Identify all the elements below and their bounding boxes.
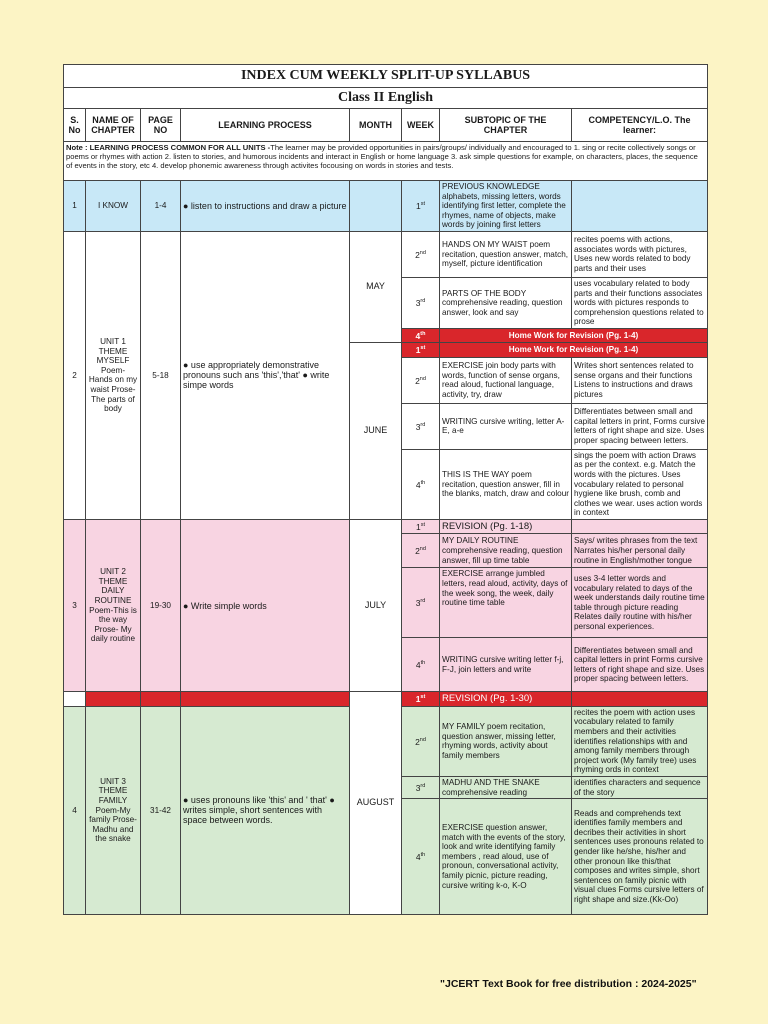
page-subtitle: Class II English <box>64 88 708 109</box>
unit2-sno: 2 <box>64 231 86 519</box>
unit1-month-blank <box>350 181 402 232</box>
note-text: The learner may be provided opportunities in pairs/groups/ individually and encouraged to 1. sing or recite collectively songs or poems or rhymes with action 2. listen to stories, and humorous incidents and interact in English or home language 3. ask simple questions for example, on characters, places, the sequence of events in the story, etc 4. develop phonemic awareness through activites focousing on words in stories and tests. <box>66 143 698 170</box>
week-cell: 3rd <box>402 277 440 328</box>
week-cell: 4th <box>402 328 440 342</box>
blank-cell <box>64 692 86 706</box>
competency-r7: Differentiates between small and capital letters in print, Forms cursive letters of right shape and size. Uses proper spacing between letters. <box>572 403 708 449</box>
week-cell: 1st <box>402 181 440 232</box>
subtopic-r1: PREVIOUS KNOWLEDGE alphabets, missing letters, words identifying first letter, complete the rhymes, name of objects, make words by joining first letters <box>440 181 572 232</box>
note <box>64 142 708 181</box>
competency-r12: Differentiates between small and capital letters in print Forms cursive letters of right shape and size. Uses proper spacing between letters. <box>572 638 708 692</box>
competency-r9 <box>572 519 708 533</box>
subtopic-r8: THIS IS THE WAY poem recitation, question answer, fill in the blanks, match, draw and colour <box>440 449 572 519</box>
header-page: PAGE NO <box>141 109 181 142</box>
unit1-chapter: I KNOW <box>86 181 141 232</box>
unit2-process: ● use appropriately demonstrative pronouns such ans 'this','that' ● write simpe words <box>181 231 350 519</box>
page-title: INDEX CUM WEEKLY SPLIT-UP SYLLABUS <box>64 65 708 88</box>
syllabus-sheet <box>63 64 707 915</box>
competency-r14: recites the poem with action uses vocabulary related to family members and their activities identifies relationships with and among family members through project work (My family tree) uses rhyming ords in context <box>572 706 708 776</box>
week-cell: 2nd <box>402 706 440 776</box>
week-cell: 3rd <box>402 568 440 638</box>
month-may: MAY <box>350 231 402 342</box>
subtopic-r3: PARTS OF THE BODY comprehensive reading, question answer, look and say <box>440 277 572 328</box>
header-subtopic: SUBTOPIC OF THE CHAPTER <box>440 109 572 142</box>
subtopic-r15: MADHU AND THE SNAKE comprehensive reading <box>440 776 572 798</box>
footer-text: "JCERT Text Book for free distribution : 2024-2025" <box>440 978 697 990</box>
header-competency: COMPETENCY/L.O. The learner: <box>572 109 708 142</box>
month-august: AUGUST <box>350 692 402 915</box>
week-cell: 4th <box>402 799 440 915</box>
week-cell: 4th <box>402 449 440 519</box>
unit3-process: ● Write simple words <box>181 519 350 691</box>
header-process: LEARNING PROCESS <box>181 109 350 142</box>
month-june: JUNE <box>350 343 402 520</box>
week-cell: 3rd <box>402 403 440 449</box>
competency-r3: uses vocabulary related to body parts and their functions associates words with pictures responds to comprehension questions related to prose <box>572 277 708 328</box>
red-strip-cell <box>141 692 181 706</box>
unit1-page: 1-4 <box>141 181 181 232</box>
competency-r8: sings the poem with action Draws as per the context. e.g. Match the words with the pictures. Uses vocabulary related to personal hygiene like brush, comb and clothes we wear. uses action words in context <box>572 449 708 519</box>
subtopic-r2: HANDS ON MY WAIST poem recitation, question answer, match, myself, picture identification <box>440 231 572 277</box>
subtopic-r14: MY FAMILY poem recitation, question answer, missing letter, rhyming words, activity about family members <box>440 706 572 776</box>
week-cell: 2nd <box>402 357 440 403</box>
week-cell: 4th <box>402 638 440 692</box>
header-week: WEEK <box>402 109 440 142</box>
red-strip-cell <box>86 692 141 706</box>
unit3-page: 19-30 <box>141 519 181 691</box>
week-cell: 1st <box>402 692 440 706</box>
homework-revision-r4: Home Work for Revision (Pg. 1-4) <box>440 328 708 342</box>
syllabus-table <box>63 64 708 915</box>
week-cell: 1st <box>402 519 440 533</box>
red-strip-cell <box>572 692 708 706</box>
revision-r13: REVISION (Pg. 1-30) <box>440 692 572 706</box>
header-month: MONTH <box>350 109 402 142</box>
unit1-sno: 1 <box>64 181 86 232</box>
competency-r11: uses 3-4 letter words and vocabulary related to days of the week understands daily routine time table through picture reading Relates daily routine with his/her personal experiences. <box>572 568 708 638</box>
competency-r10: Says/ writes phrases from the text Narrates his/her personal daily routine in English/mother tongue <box>572 534 708 568</box>
unit1-process: ● listen to instructions and draw a picture <box>181 181 350 232</box>
unit4-page: 31-42 <box>141 706 181 914</box>
unit4-process: ● uses pronouns like 'this' and ' that' ● writes simple, short sentences with space between words. <box>181 706 350 914</box>
week-cell: 1st <box>402 343 440 357</box>
header-sno: S. No <box>64 109 86 142</box>
month-july: JULY <box>350 519 402 691</box>
red-strip-cell <box>181 692 350 706</box>
subtopic-r16: EXERCISE question answer, match with the events of the story, look and write identifying family members , read aloud, use of pronoun, conversational activity, family picnic, picture reading, cursive writing k-o, K-O <box>440 799 572 915</box>
competency-r1 <box>572 181 708 232</box>
competency-r6: Writes short sentences related to sense organs and their functions Listens to instructions and draws pictures <box>572 357 708 403</box>
week-cell: 2nd <box>402 231 440 277</box>
unit3-sno: 3 <box>64 519 86 691</box>
unit2-chapter: UNIT 1 THEME MYSELF Poem- Hands on my waist Prose- The parts of body <box>86 231 141 519</box>
unit4-sno: 4 <box>64 706 86 914</box>
competency-r16: Reads and comprehends text identifies family members and decribes their activities in short sentences uses pronouns related to gender like he/she, his/her and other pronoun like this/that composes and writes simple, short sentences on family picnic with visual clues Forms cursive letters of right shape and size.(Kk-Oo) <box>572 799 708 915</box>
note-label: Note : LEARNING PROCESS COMMON FOR ALL UNITS - <box>66 143 271 152</box>
week-cell: 3rd <box>402 776 440 798</box>
subtopic-r7: WRITING cursive writing, letter A-E, a-e <box>440 403 572 449</box>
week-cell: 2nd <box>402 534 440 568</box>
unit4-chapter: UNIT 3 THEME FAMILY Poem-My family Prose- Madhu and the snake <box>86 706 141 914</box>
unit3-chapter: UNIT 2 THEME DAILY ROUTINE Poem-This is the way Prose- My daily routine <box>86 519 141 691</box>
unit2-page: 5-18 <box>141 231 181 519</box>
subtopic-r10: MY DAILY ROUTINE comprehensive reading, question answer, fill up time table <box>440 534 572 568</box>
subtopic-r9: REVISION (Pg. 1-18) <box>440 519 572 533</box>
subtopic-r11: EXERCISE arrange jumbled letters, read aloud, activity, days of the week song, the week, daily routine time table <box>440 568 572 638</box>
header-chapter: NAME OF CHAPTER <box>86 109 141 142</box>
competency-r15: identifies characters and sequence of the story <box>572 776 708 798</box>
subtopic-r6: EXERCISE join body parts with words, function of sense organs, read aloud, fuctional language, activity, try, draw <box>440 357 572 403</box>
homework-revision-r5: Home Work for Revision (Pg. 1-4) <box>440 343 708 357</box>
competency-r2: recites poems with actions, associates words with pictures, Uses new words related to body parts and their uses <box>572 231 708 277</box>
subtopic-r12: WRITING cursive writing letter f-j, F-J, join letters and write <box>440 638 572 692</box>
